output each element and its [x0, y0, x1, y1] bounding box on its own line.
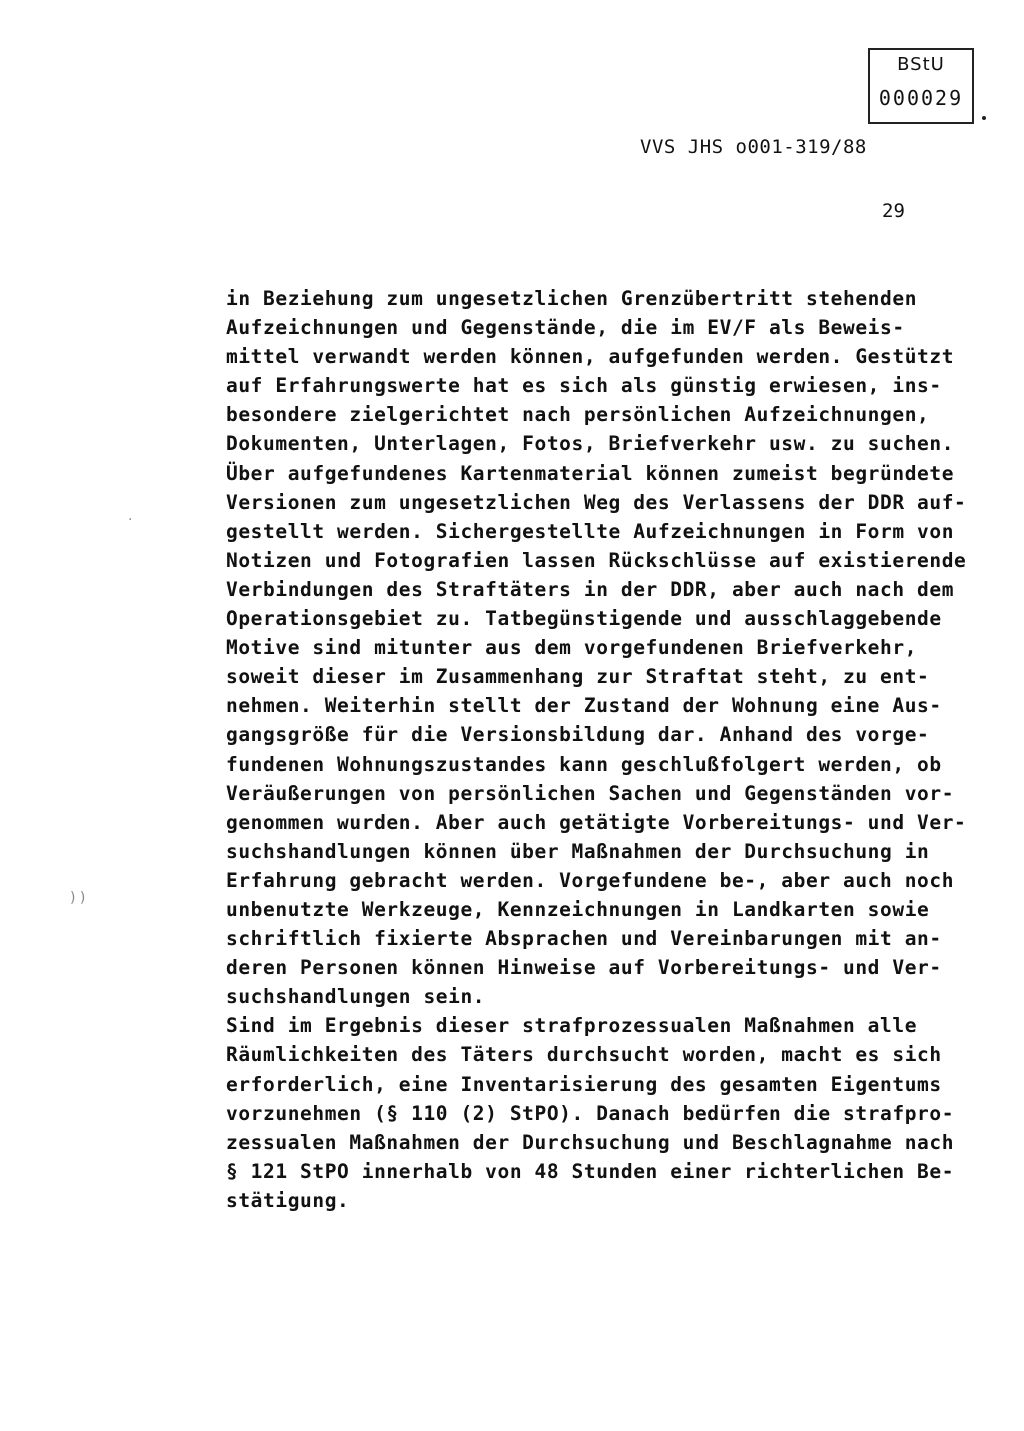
text-line: nehmen. Weiterhin stellt der Zustand der Wohnung eine Aus- [226, 694, 942, 718]
stamp-page-number: 000029 [878, 86, 964, 110]
text-line: fundenen Wohnungszustandes kann geschlußfolgert werden, ob [226, 752, 942, 776]
text-line: Verbindungen des Straftäters in der DDR, aber auch nach dem [226, 577, 955, 601]
text-line: Räumlichkeiten des Täters durchsucht worden, macht es sich [226, 1043, 942, 1067]
page-number: 29 [882, 200, 905, 222]
text-line: Dokumenten, Unterlagen, Fotos, Briefverkehr usw. zu suchen. [226, 432, 955, 456]
text-line: § 121 StPO innerhalb von 48 Stunden einer richterlichen Be- [226, 1159, 955, 1183]
margin-mark-1: · [128, 512, 133, 528]
text-line: Motive sind mitunter aus dem vorgefundenen Briefverkehr, [226, 636, 918, 660]
text-line: besondere zielgerichtet nach persönlichen Aufzeichnungen, [226, 403, 930, 427]
text-line: Notizen und Fotografien lassen Rückschlüsse auf existierende [226, 548, 967, 572]
text-line: Erfahrung gebracht werden. Vorgefundene be-, aber auch noch [226, 868, 955, 892]
text-line: gestellt werden. Sichergestellte Aufzeichnungen in Form von [226, 519, 955, 543]
text-line: gangsgröße für die Versionsbildung dar. Anhand des vorge- [226, 723, 930, 747]
document-reference: VVS JHS o001-319/88 [640, 136, 867, 158]
text-line: zessualen Maßnahmen der Durchsuchung und Beschlagnahme nach [226, 1130, 955, 1154]
text-line: Aufzeichnungen und Gegenstände, die im EV/F als Beweis- [226, 316, 905, 340]
text-line: Veräußerungen von persönlichen Sachen und Gegenständen vor- [226, 781, 955, 805]
text-line: Operationsgebiet zu. Tatbegünstigende und ausschlaggebende [226, 607, 942, 631]
text-line: vorzunehmen (§ 110 (2) StPO). Danach bedürfen die strafpro- [226, 1101, 955, 1125]
stamp-org-label: BStU [897, 54, 945, 75]
text-line: schriftlich fixierte Absprachen und Vereinbarungen mit an- [226, 927, 942, 951]
text-line: soweit dieser im Zusammenhang zur Straftat steht, zu ent- [226, 665, 930, 689]
text-line: in Beziehung zum ungesetzlichen Grenzübertritt stehenden [226, 287, 918, 310]
stamp-dot [982, 116, 986, 120]
text-line: Versionen zum ungesetzlichen Weg des Verlassens der DDR auf- [226, 490, 967, 514]
text-line: suchshandlungen sein. [226, 985, 486, 1009]
text-line: suchshandlungen können über Maßnahmen der Durchsuchung in [226, 839, 930, 863]
margin-mark-2: ) ) [70, 890, 86, 906]
body-text [226, 284, 966, 1215]
text-line: Sind im Ergebnis dieser strafprozessualen Maßnahmen alle [226, 1014, 918, 1038]
text-line: mittel verwandt werden können, aufgefunden werden. Gestützt [226, 345, 955, 369]
archive-stamp [868, 48, 974, 124]
text-line: Über aufgefundenes Kartenmaterial können zumeist begründete [226, 461, 955, 485]
text-line: genommen wurden. Aber auch getätigte Vorbereitungs- und Ver- [226, 810, 967, 834]
text-line: auf Erfahrungswerte hat es sich als günstig erwiesen, ins- [226, 374, 942, 398]
text-line: erforderlich, eine Inventarisierung des gesamten Eigentums [226, 1072, 942, 1096]
text-line: deren Personen können Hinweise auf Vorbereitungs- und Ver- [226, 956, 942, 980]
text-line: unbenutzte Werkzeuge, Kennzeichnungen in Landkarten sowie [226, 897, 930, 921]
text-line: stätigung. [226, 1188, 350, 1212]
